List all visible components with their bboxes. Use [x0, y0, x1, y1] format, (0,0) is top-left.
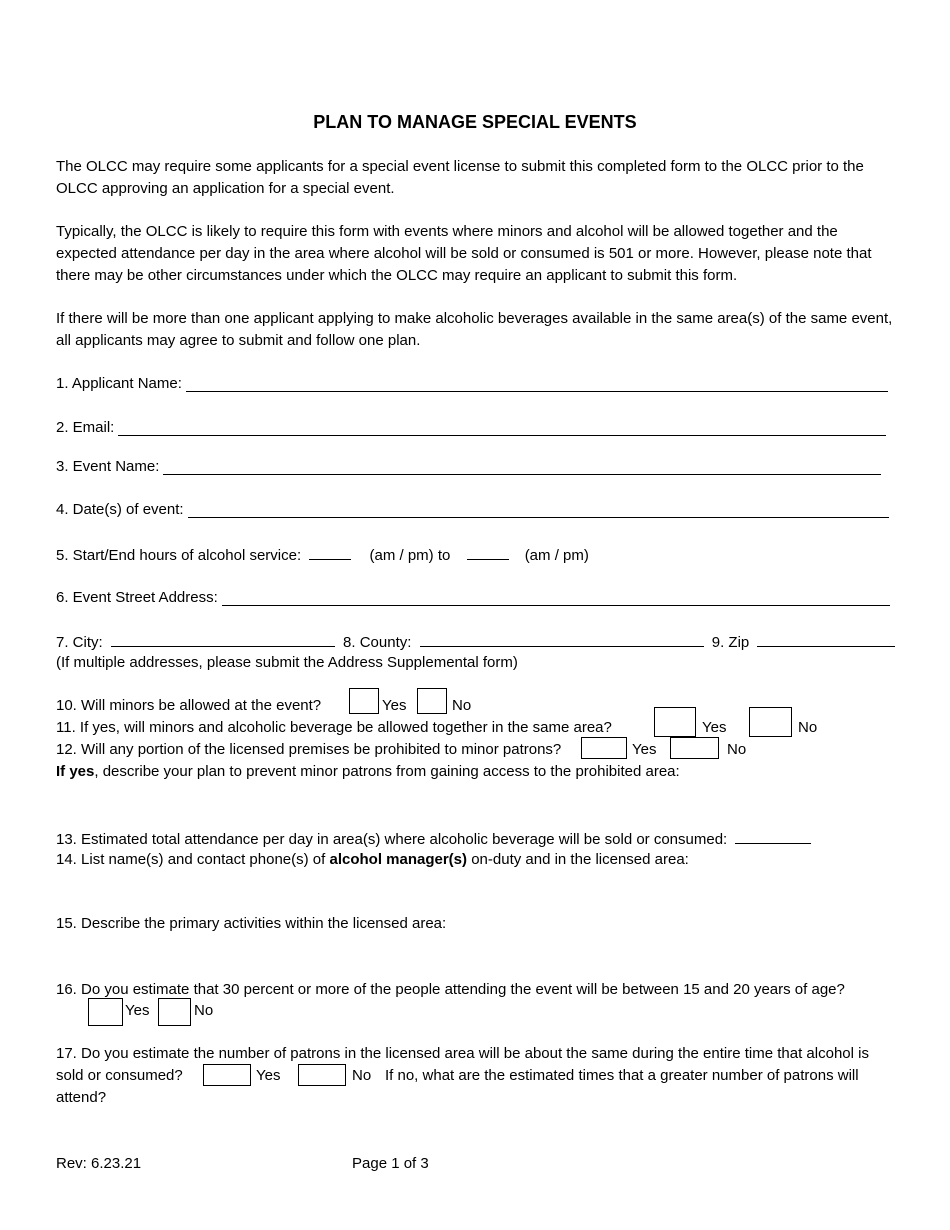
q11-no-checkbox[interactable] [749, 707, 792, 737]
city-county-zip-row [56, 632, 895, 651]
q12-yes-checkbox[interactable] [581, 737, 627, 759]
city-blank[interactable] [111, 632, 335, 647]
q10-no-label: No [452, 697, 472, 714]
multiple-addresses-note: (If multiple addresses, please submit the Address Supplemental form) [56, 654, 518, 671]
event-dates-line[interactable] [188, 501, 889, 518]
street-address-line[interactable] [222, 589, 890, 606]
attendance-blank[interactable] [735, 829, 811, 844]
street-address-label: 6. Event Street Address: [56, 589, 218, 606]
if-yes-instruction [56, 763, 680, 780]
question-13-row [56, 829, 811, 848]
q10-yes-checkbox[interactable] [349, 688, 379, 714]
question-13: 13. Estimated total attendance per day in area(s) where alcoholic beverage will be sold or consumed: [56, 831, 728, 848]
question-16: 16. Do you estimate that 30 percent or more of the people attending the event will be between 15 and 20 years of age? [56, 981, 845, 998]
q16-no-checkbox[interactable] [158, 998, 191, 1026]
q12-no-checkbox[interactable] [670, 737, 719, 759]
email-line[interactable] [118, 419, 886, 436]
q10-no-checkbox[interactable] [417, 688, 447, 714]
end-hour-blank[interactable] [467, 545, 509, 560]
q11-no-label: No [798, 719, 818, 736]
start-hour-blank[interactable] [309, 545, 351, 560]
question-12: 12. Will any portion of the licensed premises be prohibited to minor patrons? [56, 741, 562, 758]
question-11: 11. If yes, will minors and alcoholic beverage be allowed together in the same area? [56, 719, 612, 736]
q17-no-label: No [352, 1067, 372, 1084]
email-label: 2. Email: [56, 419, 115, 436]
q10-yes-label: Yes [382, 697, 407, 714]
event-name-label: 3. Event Name: [56, 458, 160, 475]
revision-label: Rev: 6.23.21 [56, 1155, 142, 1172]
applicant-name-field[interactable] [56, 375, 888, 392]
ampm-to-label: (am / pm) to [369, 547, 451, 564]
intro-paragraph-3: If there will be more than one applicant applying to make alcoholic beverages available in the same area(s) of the same event, all applicants may agree to submit and follow one plan. [56, 310, 893, 349]
q11-yes-label: Yes [702, 719, 727, 736]
question-10: 10. Will minors be allowed at the event? [56, 697, 322, 714]
page-number: Page 1 of 3 [352, 1155, 429, 1172]
email-field[interactable] [56, 419, 886, 436]
q16-yes-checkbox[interactable] [88, 998, 123, 1026]
q17-no-checkbox[interactable] [298, 1064, 346, 1086]
applicant-name-label: 1. Applicant Name: [56, 375, 182, 392]
applicant-name-line[interactable] [186, 375, 888, 392]
q17-yes-checkbox[interactable] [203, 1064, 251, 1086]
question-17-line3: attend? [56, 1089, 107, 1106]
city-label: 7. City: [56, 634, 103, 651]
question-15: 15. Describe the primary activities within the licensed area: [56, 915, 447, 932]
question-14 [56, 851, 689, 868]
if-yes-text: , describe your plan to prevent minor patrons from gaining access to the prohibited area: [94, 763, 680, 780]
q14-text-post: on-duty and in the licensed area: [467, 851, 689, 868]
q17-yes-label: Yes [256, 1067, 281, 1084]
q12-no-label: No [727, 741, 747, 758]
q11-yes-checkbox[interactable] [654, 707, 696, 737]
q16-yes-label: Yes [125, 1002, 150, 1019]
if-yes-bold: If yes [56, 763, 95, 780]
county-blank[interactable] [420, 632, 704, 647]
question-17-line2-end: If no, what are the estimated times that a greater number of patrons will [385, 1067, 859, 1084]
q14-text-bold: alcohol manager(s) [329, 851, 468, 868]
page-title: PLAN TO MANAGE SPECIAL EVENTS [313, 112, 637, 132]
intro-paragraph-2: Typically, the OLCC is likely to require this form with events where minors and alcohol will be allowed together and the expected attendance per day in the area where alcohol will be sold or consumed is 501 or more. However, please note that there may be other circumstances under which the OLCC may require an applicant to submit this form. [56, 223, 872, 284]
question-17-line2-start: sold or consumed? [56, 1067, 183, 1084]
q16-no-label: No [194, 1002, 214, 1019]
question-17-line1: 17. Do you estimate the number of patrons in the licensed area will be about the same during the entire time that alcohol is [56, 1045, 869, 1062]
event-name-field[interactable] [56, 458, 881, 475]
zip-label: 9. Zip [711, 634, 750, 651]
zip-blank[interactable] [757, 632, 895, 647]
ampm-label: (am / pm) [524, 547, 589, 564]
county-label: 8. County: [343, 634, 412, 651]
service-hours-field [56, 545, 589, 564]
q12-yes-label: Yes [632, 741, 657, 758]
q14-text-pre: 14. List name(s) and contact phone(s) of [56, 851, 330, 868]
event-name-line[interactable] [163, 458, 881, 475]
event-dates-label: 4. Date(s) of event: [56, 501, 184, 518]
event-dates-field[interactable] [56, 501, 889, 518]
service-hours-label: 5. Start/End hours of alcohol service: [56, 547, 302, 564]
intro-paragraph-1: The OLCC may require some applicants for a special event license to submit this completed form to the OLCC prior to the OLCC approving an application for a special event. [56, 158, 864, 197]
street-address-field[interactable] [56, 589, 890, 606]
